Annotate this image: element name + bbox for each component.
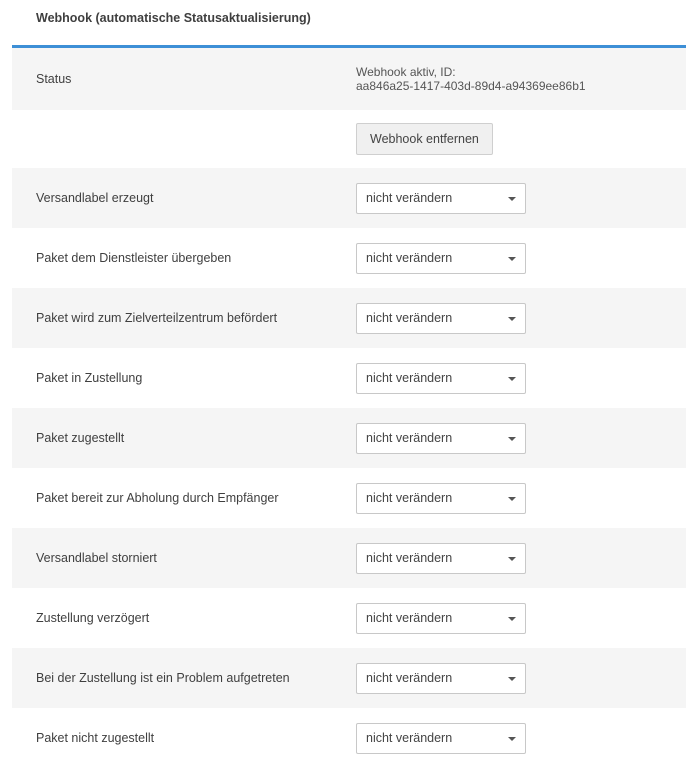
status-select-delivered[interactable] xyxy=(356,423,526,454)
webhook-id: aa846a25-1417-403d-89d4-a94369ee86b1 xyxy=(356,79,586,93)
select-value: nicht verändern xyxy=(366,370,453,385)
select-value: nicht verändern xyxy=(366,730,453,745)
status-label: Status xyxy=(36,72,72,86)
event-label: Paket wird zum Zielverteilzentrum befördert xyxy=(36,311,278,325)
caret-down-icon xyxy=(508,317,516,321)
caret-down-icon xyxy=(508,677,516,681)
caret-down-icon xyxy=(508,557,516,561)
remove-webhook-button[interactable]: Webhook entfernen xyxy=(356,123,493,155)
event-row-delivered xyxy=(12,408,686,468)
status-row xyxy=(12,48,686,110)
select-value: nicht verändern xyxy=(366,550,453,565)
event-label: Paket in Zustellung xyxy=(36,371,143,385)
status-select-ready-for-pickup[interactable] xyxy=(356,483,526,514)
webhook-panel xyxy=(12,0,686,768)
select-value: nicht verändern xyxy=(366,310,453,325)
remove-webhook-row xyxy=(12,110,686,168)
event-label: Paket zugestellt xyxy=(36,431,125,445)
caret-down-icon xyxy=(508,617,516,621)
event-label: Paket bereit zur Abholung durch Empfänger xyxy=(36,491,279,505)
event-row-out-for-delivery xyxy=(12,348,686,408)
status-select-label-cancelled[interactable] xyxy=(356,543,526,574)
status-value xyxy=(356,65,686,93)
status-select-handed-over[interactable] xyxy=(356,243,526,274)
caret-down-icon xyxy=(508,437,516,441)
caret-down-icon xyxy=(508,377,516,381)
event-label: Versandlabel storniert xyxy=(36,551,157,565)
event-row-label-cancelled xyxy=(12,528,686,588)
event-label: Versandlabel erzeugt xyxy=(36,191,154,205)
select-value: nicht verändern xyxy=(366,670,453,685)
select-value: nicht verändern xyxy=(366,430,453,445)
status-select-delivery-problem[interactable] xyxy=(356,663,526,694)
status-select-not-delivered[interactable] xyxy=(356,723,526,754)
status-select-label-created[interactable] xyxy=(356,183,526,214)
section-title: Webhook (automatische Statusaktualisierung) xyxy=(12,0,686,48)
event-label: Bei der Zustellung ist ein Problem aufgetreten xyxy=(36,671,290,685)
event-label: Paket dem Dienstleister übergeben xyxy=(36,251,232,265)
caret-down-icon xyxy=(508,257,516,261)
event-row-label-created xyxy=(12,168,686,228)
caret-down-icon xyxy=(508,497,516,501)
event-row-in-transit xyxy=(12,288,686,348)
select-value: nicht verändern xyxy=(366,610,453,625)
event-row-not-delivered xyxy=(12,708,686,768)
event-label: Zustellung verzögert xyxy=(36,611,150,625)
select-value: nicht verändern xyxy=(366,490,453,505)
caret-down-icon xyxy=(508,737,516,741)
status-select-delayed[interactable] xyxy=(356,603,526,634)
event-row-delivery-problem xyxy=(12,648,686,708)
event-row-handed-over xyxy=(12,228,686,288)
select-value: nicht verändern xyxy=(366,250,453,265)
event-label: Paket nicht zugestellt xyxy=(36,731,155,745)
status-select-out-for-delivery[interactable] xyxy=(356,363,526,394)
status-select-in-transit[interactable] xyxy=(356,303,526,334)
event-row-ready-for-pickup xyxy=(12,468,686,528)
status-line-1: Webhook aktiv, ID: xyxy=(356,65,456,79)
select-value: nicht verändern xyxy=(366,190,453,205)
event-row-delayed xyxy=(12,588,686,648)
caret-down-icon xyxy=(508,197,516,201)
